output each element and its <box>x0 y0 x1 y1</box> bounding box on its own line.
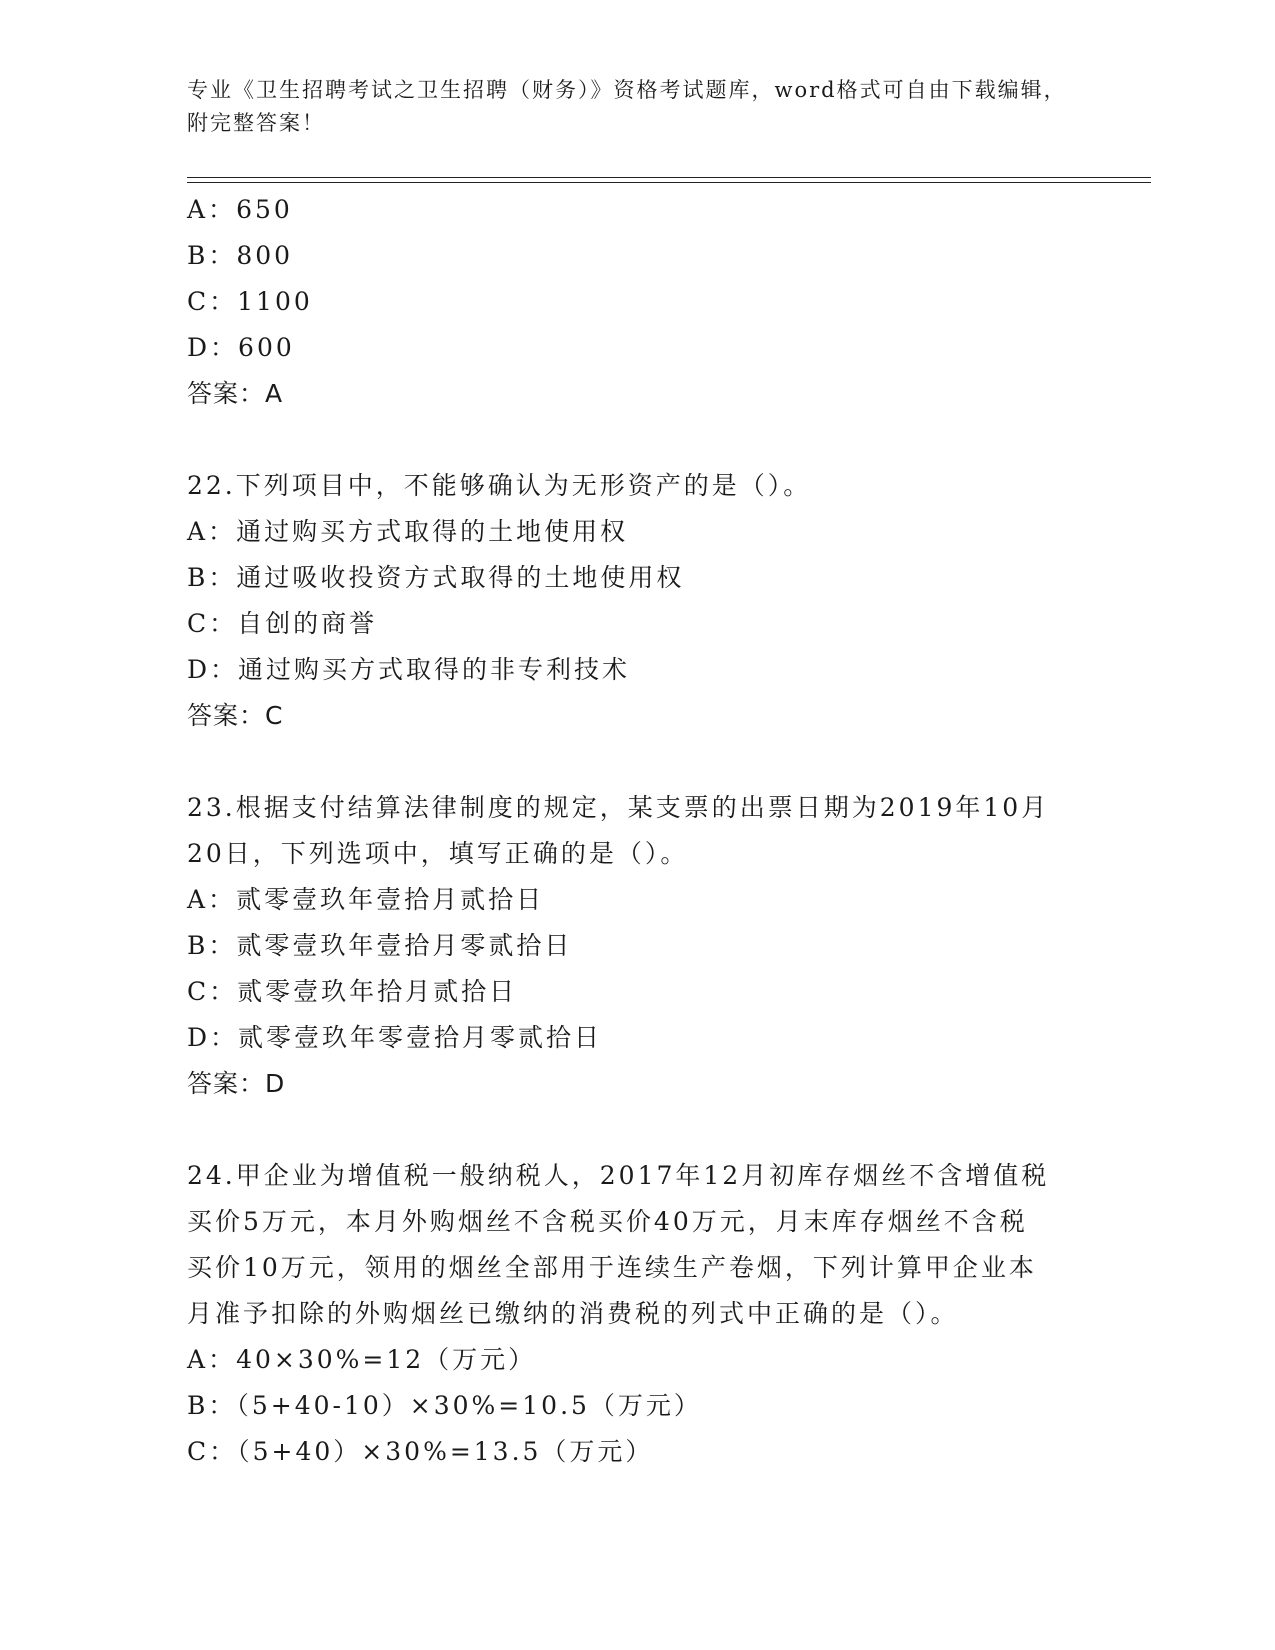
question-stem-line: 买价5万元，本月外购烟丝不含税买价40万元，月末库存烟丝不含税 <box>187 1207 1028 1236</box>
question-stem-line: 20日，下列选项中，填写正确的是（）。 <box>187 839 689 868</box>
option-a: A：贰零壹玖年壹拾月贰拾日 <box>187 885 545 914</box>
header-divider-top <box>187 177 1151 178</box>
option-b: B：（5+40-10）×30%=10.5（万元） <box>187 1391 702 1420</box>
question-stem-line: 月准予扣除的外购烟丝已缴纳的消费税的列式中正确的是（）。 <box>187 1299 959 1328</box>
answer-line: 答案：A <box>187 379 284 408</box>
option-b: B：800 <box>187 241 294 270</box>
question-21-continued <box>187 187 1087 417</box>
option-d: D：贰零壹玖年零壹拾月零贰拾日 <box>187 1023 603 1052</box>
answer-line: 答案：C <box>187 701 284 730</box>
question-24 <box>187 1153 1087 1475</box>
question-stem-line: 买价10万元，领用的烟丝全部用于连续生产卷烟，下列计算甲企业本 <box>187 1253 1037 1282</box>
question-22 <box>187 463 1087 739</box>
option-b: B：贰零壹玖年壹拾月零贰拾日 <box>187 931 573 960</box>
header-divider-bottom <box>187 182 1151 183</box>
option-c: C：（5+40）×30%=13.5（万元） <box>187 1437 654 1466</box>
spacer <box>187 417 1087 463</box>
option-b: B：通过吸收投资方式取得的土地使用权 <box>187 563 685 592</box>
option-a: A：通过购买方式取得的土地使用权 <box>187 517 629 546</box>
option-d: D：600 <box>187 333 295 362</box>
option-c: C：自创的商誉 <box>187 609 378 638</box>
question-stem-line: 24.甲企业为增值税一般纳税人，2017年12月初库存烟丝不含增值税 <box>187 1161 1050 1190</box>
option-c: C：1100 <box>187 287 313 316</box>
option-d: D：通过购买方式取得的非专利技术 <box>187 655 631 684</box>
answer-line: 答案：D <box>187 1069 286 1098</box>
option-a: A：650 <box>187 195 293 224</box>
option-c: C：贰零壹玖年拾月贰拾日 <box>187 977 518 1006</box>
question-list <box>187 187 1087 1475</box>
document-header: 专业《卫生招聘考试之卫生招聘（财务）》资格考试题库，word格式可自由下载编辑，附完整答案！ <box>187 78 1067 135</box>
question-stem: 22.下列项目中，不能够确认为无形资产的是（）。 <box>187 471 812 500</box>
question-23 <box>187 785 1087 1107</box>
spacer <box>187 739 1087 785</box>
question-stem-line: 23.根据支付结算法律制度的规定，某支票的出票日期为2019年10月 <box>187 793 1050 822</box>
spacer <box>187 1107 1087 1153</box>
option-a: A：40×30%=12（万元） <box>187 1345 537 1374</box>
